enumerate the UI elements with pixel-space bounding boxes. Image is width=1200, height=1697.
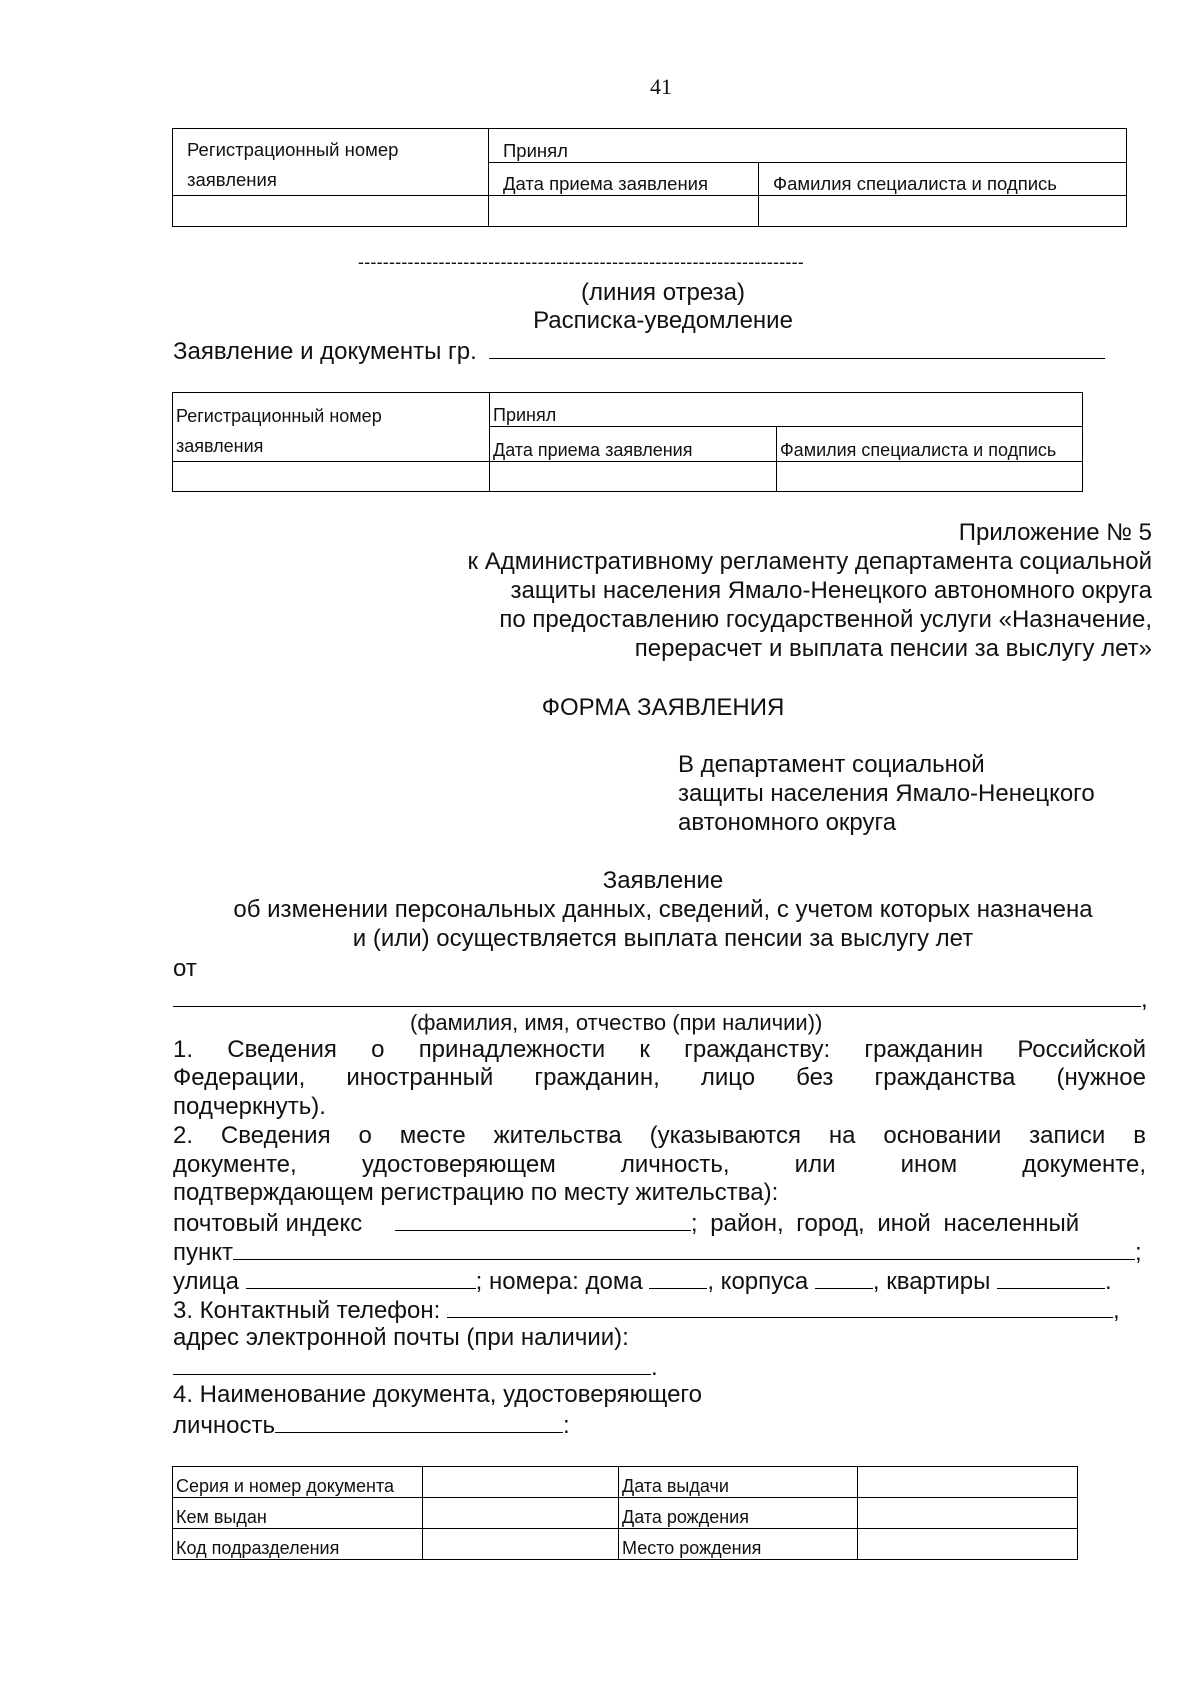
series-cell[interactable]: [423, 1467, 619, 1498]
reg-number-header-2: [173, 393, 490, 462]
apartment-field[interactable]: [997, 1266, 1105, 1289]
item-1-text: 1. Сведения о принадлежности к гражданству: гражданин Российской: [173, 1036, 1146, 1063]
phone-label: 3. Контактный телефон:: [173, 1297, 441, 1324]
specialist-cell[interactable]: [759, 196, 1127, 227]
issue-date-label: Дата выдачи: [619, 1467, 858, 1498]
statement-title: Заявление: [602, 867, 724, 894]
item-2-text: 2. Сведения о месте жительства (указываются на основании записи в: [173, 1122, 1146, 1149]
statement-subtitle-2: и (или) осуществляется выплата пенсии за выслугу лет: [352, 925, 974, 952]
birth-place-cell[interactable]: [858, 1529, 1078, 1560]
street-row: улица ; номера: дома , корпуса , квартиры .: [173, 1268, 1112, 1295]
item-1-line-2: [173, 1064, 1146, 1093]
street-label: улица: [173, 1268, 239, 1295]
email-label: адрес электронной почты (при наличии):: [173, 1324, 629, 1351]
phone-field[interactable]: [447, 1295, 1113, 1318]
punkt-row: пункт ;: [173, 1239, 1142, 1266]
punkt-label: пункт: [173, 1239, 234, 1266]
item-2-text-2: документе, удостоверяющем личность, или ином документе,: [173, 1151, 1146, 1178]
specialist-header-2: Фамилия специалиста и подпись: [777, 426, 1083, 461]
punkt-field[interactable]: [233, 1237, 1135, 1260]
item-1-line: [173, 1036, 1146, 1065]
date-header: Дата приема заявления: [489, 162, 759, 196]
building-label: , корпуса: [707, 1268, 809, 1295]
date-header-2: Дата приема заявления: [490, 426, 777, 461]
postcode-label: почтовый индекс: [173, 1210, 363, 1237]
date-cell-2[interactable]: [490, 462, 777, 492]
email-field[interactable]: [173, 1352, 651, 1375]
identity-document-field[interactable]: [275, 1410, 563, 1433]
issued-by-label: Кем выдан: [173, 1498, 423, 1529]
item-1-line-3: подчеркнуть).: [173, 1093, 326, 1120]
accepted-header-2: Принял: [490, 393, 1083, 427]
postcode-row: [173, 1208, 1146, 1238]
street-field[interactable]: [246, 1266, 476, 1289]
item-4-line: 4. Наименование документа, удостоверяющего: [173, 1381, 703, 1408]
appendix-line: к Административному регламенту департамента социальной: [467, 548, 1152, 575]
item-1-text-2: Федерации, иностранный гражданин, лицо без гражданства (нужное: [173, 1064, 1146, 1091]
appendix-line: перерасчет и выплата пенсии за выслугу лет»: [634, 635, 1152, 662]
reg-number-cell-2[interactable]: [173, 462, 490, 492]
date-cell[interactable]: [489, 196, 759, 227]
phone-row: 3. Контактный телефон: ,: [173, 1297, 1120, 1324]
house-label: ; номера: дома: [475, 1268, 643, 1295]
fio-line: ,: [173, 980, 1148, 1014]
appendix-line: по предоставлению государственной услуги «Назначение,: [499, 606, 1152, 633]
issue-date-cell[interactable]: [858, 1467, 1078, 1498]
addressee-block: [678, 750, 1095, 837]
addressee-line: В департамент социальной: [678, 751, 985, 778]
item-4-label: личность: [173, 1412, 276, 1439]
reg-number-label-2: заявления: [187, 169, 277, 190]
reg-number-cell[interactable]: [173, 196, 489, 227]
document-table: [172, 1466, 1078, 1560]
statement-subtitle: об изменении персональных данных, сведений, с учетом которых назначена: [233, 896, 1093, 923]
building-field[interactable]: [815, 1266, 873, 1289]
specialist-cell-2[interactable]: [777, 462, 1083, 492]
reg-number-label: Регистрационный номер: [187, 139, 399, 160]
cut-line: ------------------------------------------------------------------------: [358, 252, 804, 272]
birth-place-label: Место рождения: [619, 1529, 858, 1560]
citizen-name-field[interactable]: [489, 336, 1105, 359]
reg-number-label-2: заявления: [176, 436, 264, 456]
division-code-cell[interactable]: [423, 1529, 619, 1560]
series-label: Серия и номер документа: [173, 1467, 423, 1498]
specialist-header: Фамилия специалиста и подпись: [759, 162, 1127, 196]
item-4-row: личность :: [173, 1412, 570, 1439]
email-row: .: [173, 1352, 658, 1382]
page-number: 41: [650, 74, 672, 99]
item-2-line-3: подтверждающем регистрацию по месту жительства):: [173, 1179, 779, 1206]
top-receipt-table: [172, 128, 1127, 227]
cut-label: (линия отреза): [580, 279, 746, 306]
item-2-line: [173, 1122, 1146, 1151]
issued-by-cell[interactable]: [423, 1498, 619, 1529]
item-2-line-2: [173, 1151, 1146, 1180]
docs-of-label: Заявление и документы гр.: [173, 338, 477, 365]
appendix-line: защиты населения Ямало-Ненецкого автономного округа: [510, 577, 1152, 604]
accepted-header: Принял: [489, 129, 1127, 163]
second-receipt-table: [172, 392, 1083, 492]
apartment-label: , квартиры: [872, 1268, 991, 1295]
district-label: ; район, город, иной населенный: [690, 1210, 1080, 1237]
postcode-field[interactable]: [395, 1208, 691, 1231]
appendix-number: Приложение № 5: [958, 519, 1152, 546]
house-field[interactable]: [649, 1266, 707, 1289]
receipt-title: Расписка-уведомление: [533, 307, 793, 334]
birth-date-label: Дата рождения: [619, 1498, 858, 1529]
birth-date-cell[interactable]: [858, 1498, 1078, 1529]
addressee-line: автономного округа: [678, 809, 897, 836]
reg-number-label: Регистрационный номер: [176, 406, 382, 426]
form-title: ФОРМА ЗАЯВЛЕНИЯ: [541, 694, 785, 721]
fio-field[interactable]: [173, 980, 1141, 1007]
from-label: от: [173, 955, 197, 982]
addressee-line: защиты населения Ямало-Ненецкого: [678, 780, 1095, 807]
division-code-label: Код подразделения: [173, 1529, 423, 1560]
fio-hint: (фамилия, имя, отчество (при наличии)): [410, 1010, 823, 1035]
docs-of-line: [173, 336, 1105, 366]
appendix-block: [468, 518, 1152, 663]
reg-number-header: [173, 129, 489, 196]
